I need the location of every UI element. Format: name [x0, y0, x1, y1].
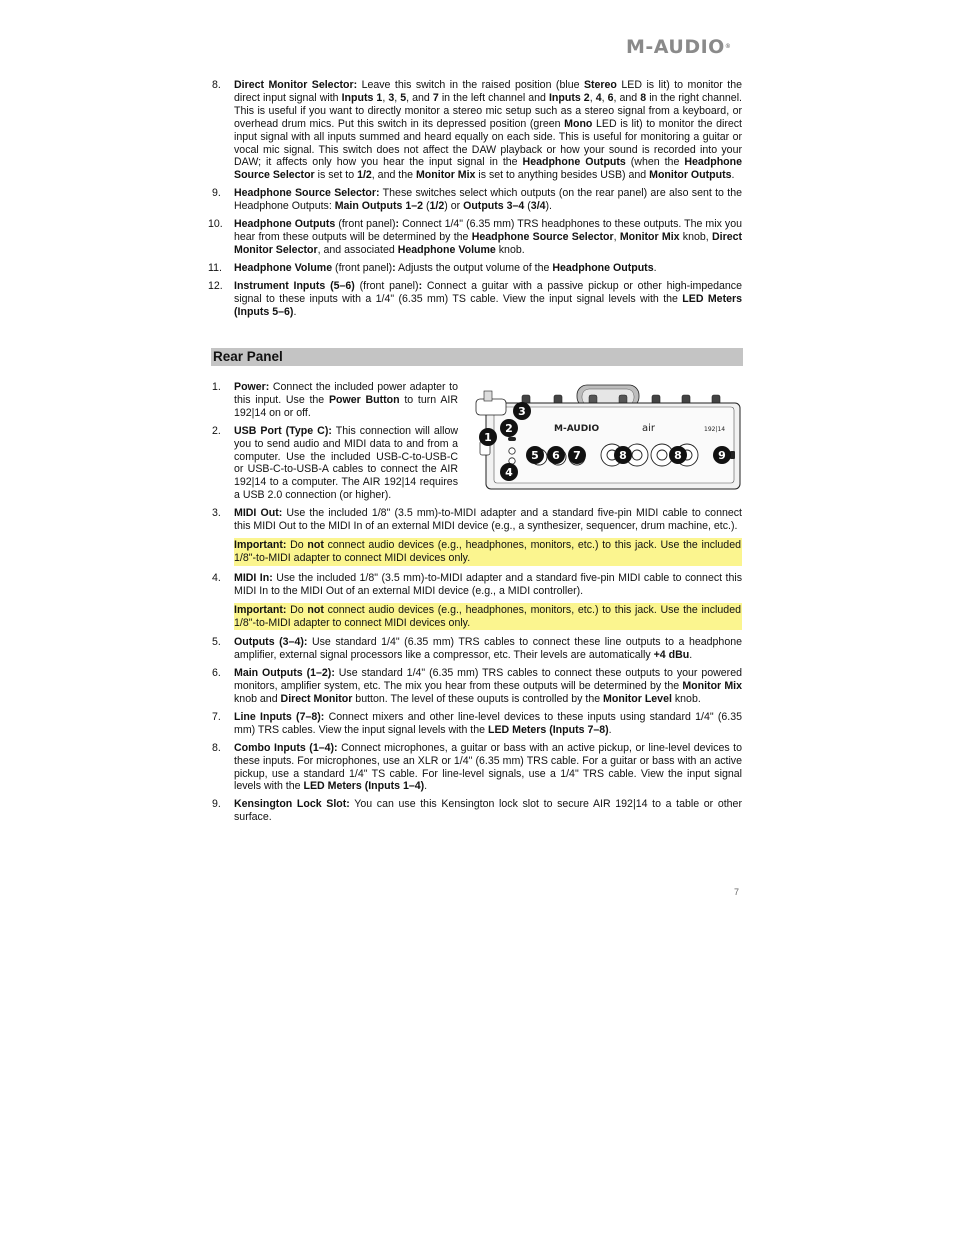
svg-text:M-AUDIO: M-AUDIO	[554, 424, 600, 434]
svg-text:1: 1	[484, 431, 492, 444]
rear-panel-diagram	[472, 381, 744, 499]
m-audio-logo: M-AUDIO®	[626, 36, 732, 58]
list-item: 8. Combo Inputs (1–4): Connect microphones, a guitar or bass with an active pickup, or line-level devices to these inputs. For microphones, use an XLR or 1/4" (6.35 mm) TRS cable. For a guitar or bass with an active pickup, use a standard 1/4" TS cable. For line-level signals, use a 1/4" TRS cable. View the input signal levels with the LED Meters (Inputs 1–4).	[212, 741, 743, 793]
list-item: 3. MIDI Out: Use the included 1/8" (3.5 mm)-to-MIDI adapter and a standard five-pin MIDI cable to connect this MIDI Out to the MIDI In of an external MIDI device (e.g., a synthesizer, sequencer, drum machine, etc.).	[212, 507, 742, 533]
svg-text:4: 4	[505, 466, 513, 479]
list-item: 2. USB Port (Type C): This connection will allow you to send audio and MIDI data to and from a computer. Use the included USB-C-to-USB-C or USB-C-to-USB-A cables to connect the AIR 192|14 to a computer. The AIR 192|14 requires a USB 2.0 connection (or higher).	[212, 424, 458, 502]
svg-text:8: 8	[619, 449, 627, 462]
list-item: 1. Power: Connect the included power adapter to this input. Use the Power Button to turn AIR 192|14 on or off.	[212, 381, 458, 419]
list-item: 5. Outputs (3–4): Use standard 1/4" (6.35 mm) TRS cables to connect these line outputs to a headphone amplifier, external signal processors like a compressor, etc. Their levels are automatically +4 dBu.	[212, 636, 742, 662]
page-number: 7	[734, 887, 740, 897]
svg-text:9: 9	[718, 449, 726, 462]
svg-text:192|14: 192|14	[704, 426, 726, 433]
section-heading: Rear Panel	[211, 348, 743, 366]
svg-text:air: air	[642, 423, 656, 434]
list-item: 4. MIDI In: Use the included 1/8" (3.5 mm)-to-MIDI adapter and a standard five-pin MIDI cable to connect this MIDI In to the MIDI Out of an external MIDI device (e.g., a MIDI controller).	[212, 571, 742, 597]
svg-text:3: 3	[518, 405, 526, 418]
list-item: 7. Line Inputs (7–8): Connect mixers and other line-level devices to these inputs using standard 1/4" (6.35 mm) TRS cables. View the input signal levels with the LED Meters (Inputs 7–8).	[212, 710, 743, 736]
svg-text:8: 8	[674, 449, 682, 462]
list-item: 9. Headphone Source Selector: These switches select which outputs (on the rear panel) are also sent to the Headphone Outputs: Main Outputs 1–2 (1/2) or Outputs 3–4 (3/4).	[212, 187, 742, 213]
important-note: Important: Do not connect audio devices (e.g., headphones, monitors, etc.) to this jack. Use the included 1/8"-to-MIDI adapter to connect MIDI devices only.	[234, 603, 741, 629]
front-panel-list	[208, 79, 743, 323]
svg-text:5: 5	[531, 449, 539, 462]
important-note: Important: Do not connect audio devices (e.g., headphones, monitors, etc.) to this jack. Use the included 1/8"-to-MIDI adapter to connect MIDI devices only.	[234, 538, 741, 564]
svg-text:6: 6	[552, 449, 560, 462]
list-item: 11. Headphone Volume (front panel): Adjusts the output volume of the Headphone Outputs.	[208, 261, 657, 274]
list-item: 8. Direct Monitor Selector: Leave this switch in the raised position (blue Stereo LED is lit) to monitor the direct input signal with Inputs 1, 3, 5, and 7 in the left channel and Inputs 2, 4, 6, and 8 in the right channel. This is useful if you want to directly monitor a stereo mic setup such as a stereo signal from a keyboard, or overhead drum mics. Put this switch in its depressed position (green Mono LED is lit) to monitor the direct input signal with all inputs summed and heard equally on each side. This is useful for monitoring a guitar or vocal mic signal. This switch does not affect the DAW playback or how your sound is recorded into your DAW; it affects only how you hear the input signal in the Headphone Outputs (when the Headphone Source Selector is set to 1/2, and the Monitor Mix is set to anything besides USB) and Monitor Outputs.	[212, 79, 742, 182]
list-item: 10. Headphone Outputs (front panel): Connect 1/4" (6.35 mm) TRS headphones to these outputs. The mix you hear from these outputs will be determined by the Headphone Source Selector, Monitor Mix knob, Direct Monitor Selector, and associated Headphone Volume knob.	[208, 218, 743, 256]
list-item: 12. Instrument Inputs (5–6) (front panel): Connect a guitar with a passive pickup or other high-impedance signal to these inputs with a 1/4" (6.35 mm) TS cable. View the input signal levels with the LED Meters (Inputs 5–6).	[208, 279, 743, 318]
svg-text:2: 2	[505, 422, 513, 435]
list-item: 9. Kensington Lock Slot: You can use this Kensington lock slot to secure AIR 192|14 to a table or other surface.	[212, 798, 742, 824]
svg-text:7: 7	[573, 449, 581, 462]
list-item: 6. Main Outputs (1–2): Use standard 1/4" (6.35 mm) TRS cables to connect these outputs to your powered monitors, amplifier system, etc. The mix you hear from these outputs will be determined by the Monitor Mix knob and Direct Monitor button. The level of these ouputs is controlled by the Monitor Level knob.	[212, 667, 743, 706]
